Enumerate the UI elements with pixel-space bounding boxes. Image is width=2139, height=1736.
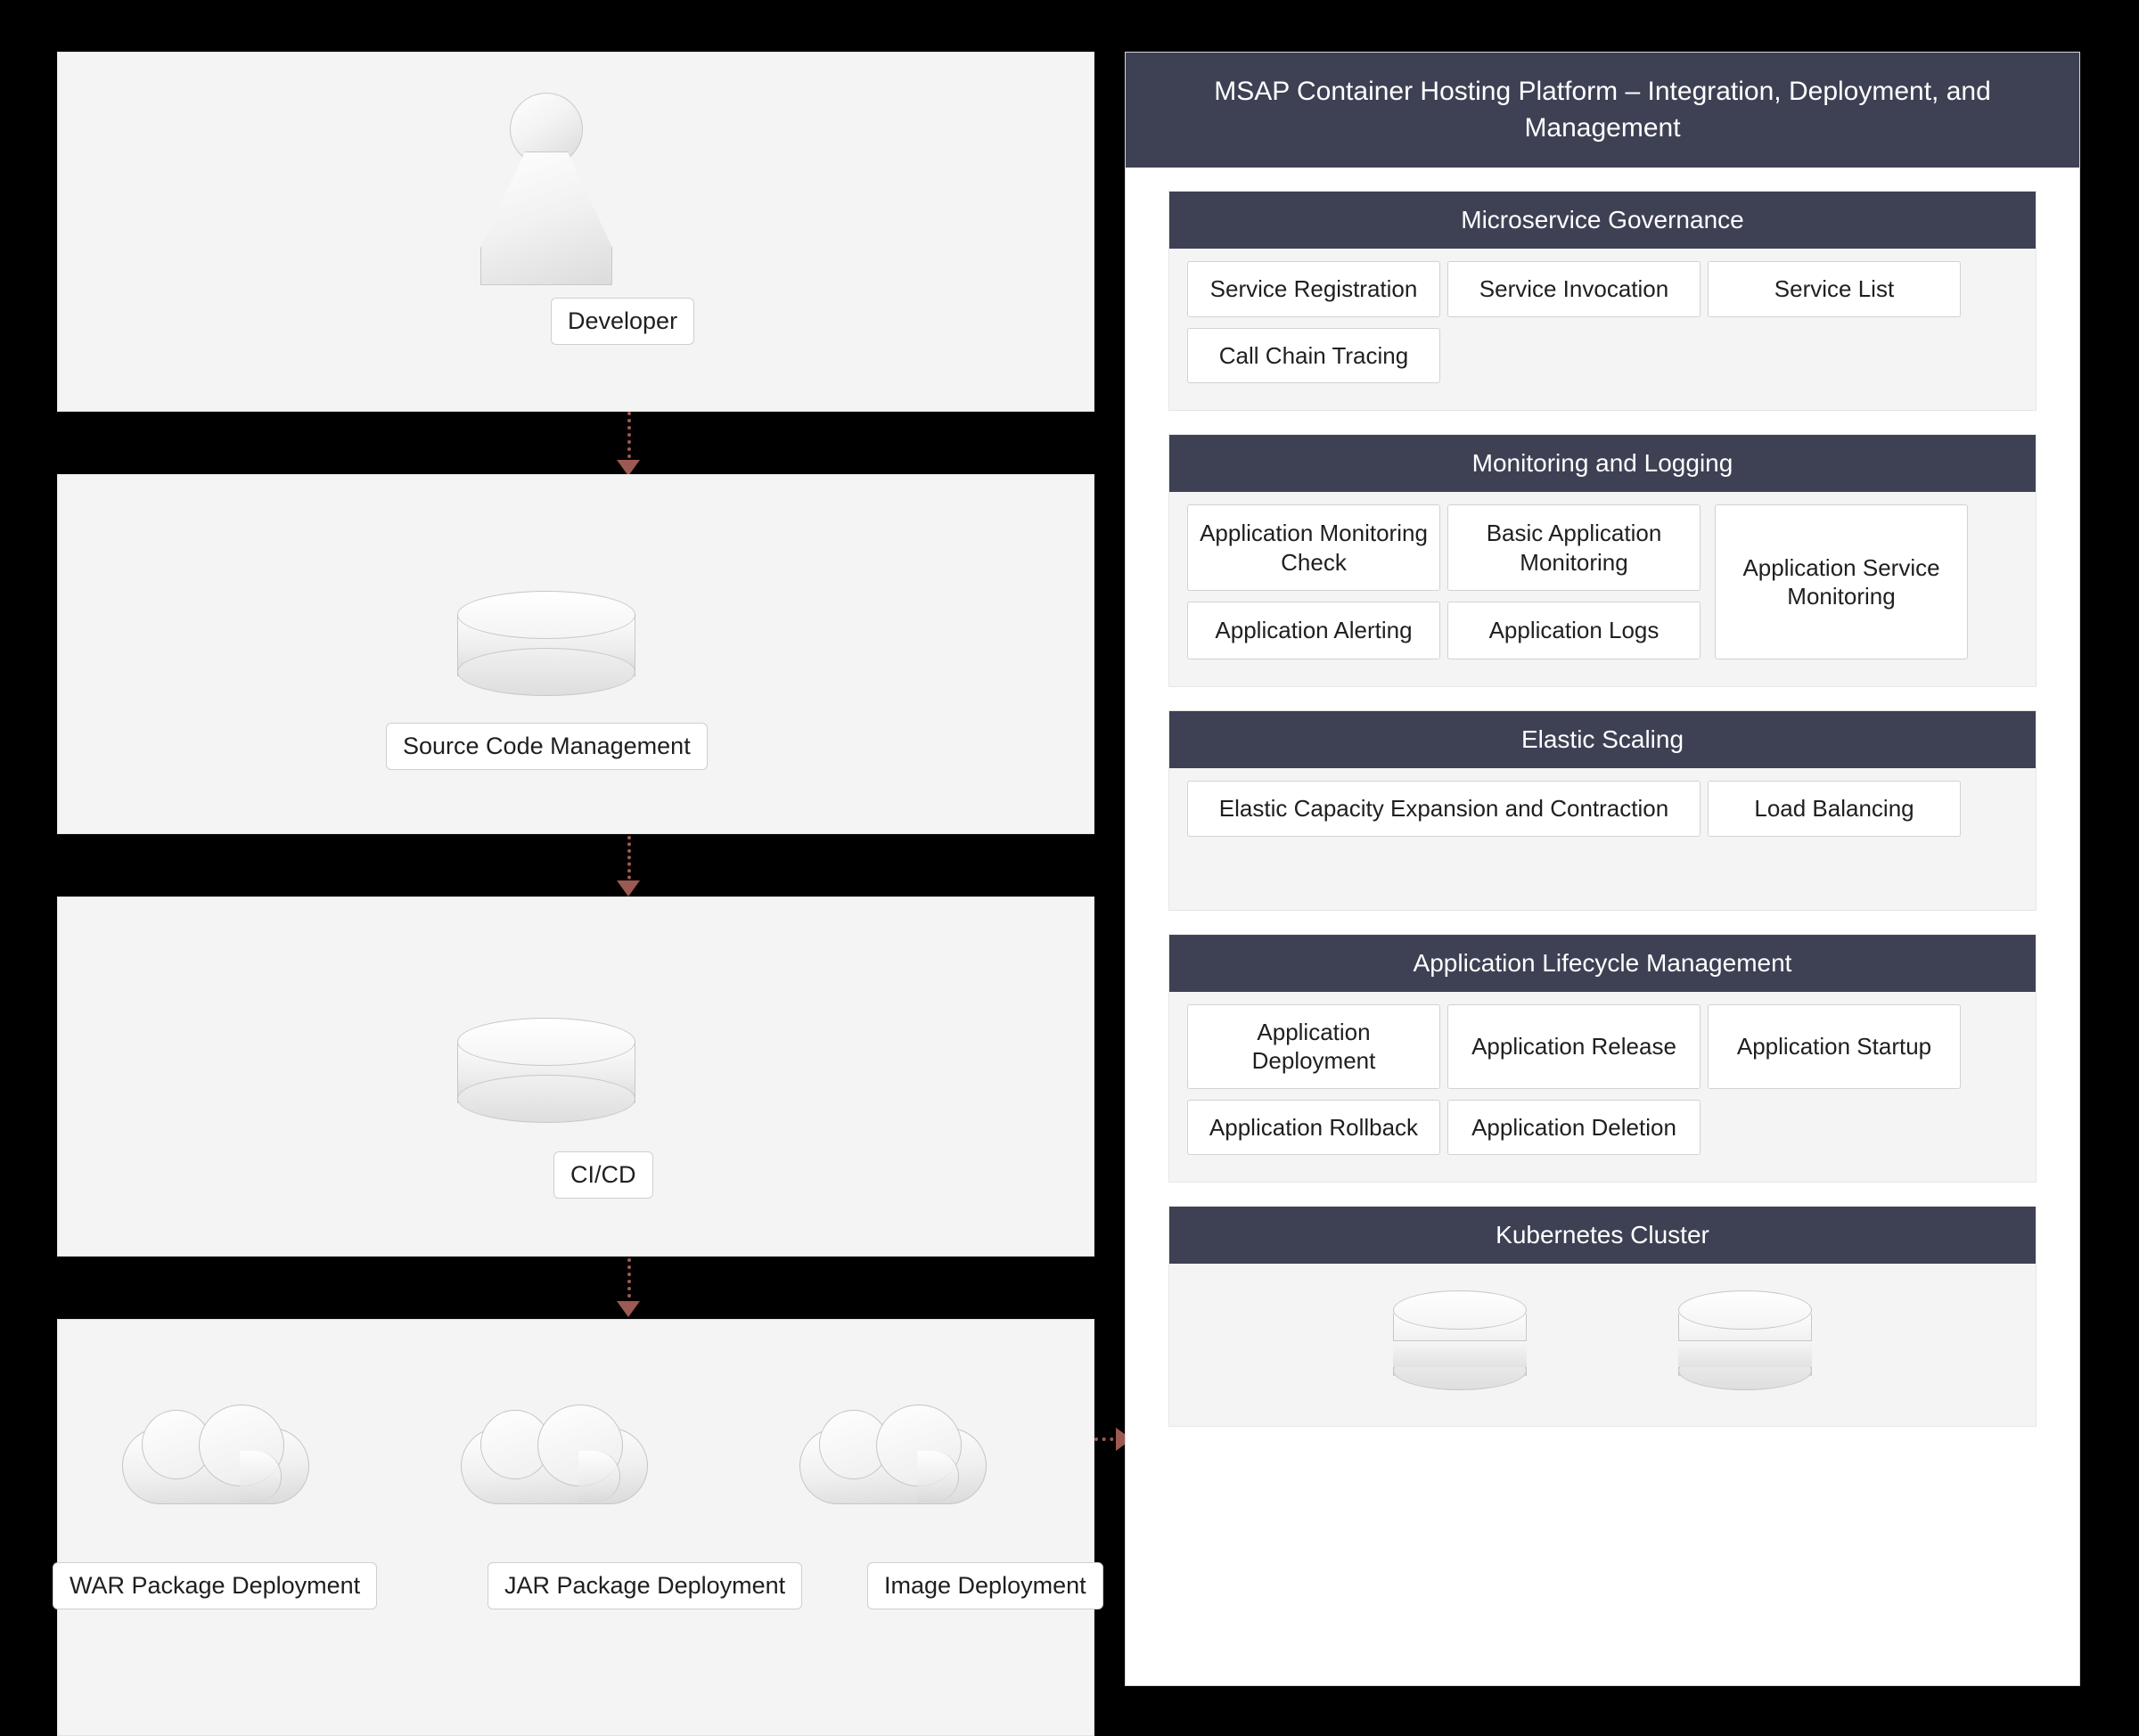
database-cylinder-icon: [457, 591, 635, 696]
developer-label: Developer: [551, 298, 694, 345]
page-title: MSAP Container Hosting Platform – Integration, Deployment, and Management: [1126, 53, 2079, 168]
stage-developer: [57, 52, 1094, 412]
stage-deployment: [57, 1319, 1094, 1736]
person-body-icon: [480, 151, 612, 285]
group-application-lifecycle-management: [1168, 934, 2037, 1183]
cloud-icon: [799, 1404, 987, 1520]
scm-to-cicd-arrow-head: [617, 880, 640, 897]
cylinder-top: [457, 1018, 635, 1066]
item-application-rollback[interactable]: Application Rollback: [1187, 1100, 1440, 1156]
group-item-list: [1169, 992, 2036, 1183]
cylinder-divider: [1678, 1340, 1812, 1367]
cylinder-bottom: [457, 1075, 635, 1123]
item-service-registration[interactable]: Service Registration: [1187, 261, 1440, 317]
msap-platform-panel: [1125, 52, 2080, 1686]
item-application-deletion[interactable]: Application Deletion: [1447, 1100, 1701, 1156]
cicd-to-deploy-arrow-head: [617, 1301, 640, 1317]
kubernetes-node-icon: [1678, 1290, 1812, 1396]
cylinder-divider: [1393, 1340, 1527, 1367]
group-title: Application Lifecycle Management: [1169, 935, 2036, 992]
group-kubernetes-cluster: [1168, 1206, 2037, 1427]
group-title: Monitoring and Logging: [1169, 435, 2036, 492]
stage-source-code-management: [57, 474, 1094, 834]
item-application-alerting[interactable]: Application Alerting: [1187, 602, 1440, 659]
person-icon: [479, 93, 613, 284]
cloud-icon: [461, 1404, 648, 1520]
item-application-logs[interactable]: Application Logs: [1447, 602, 1701, 659]
item-service-invocation[interactable]: Service Invocation: [1447, 261, 1701, 317]
kubernetes-node-icon: [1393, 1290, 1527, 1396]
item-basic-application-monitoring[interactable]: Basic Application Monitoring: [1447, 504, 1701, 591]
stage-ci-cd: [57, 897, 1094, 1257]
monitoring-row: [1187, 602, 1708, 670]
item-application-monitoring-check[interactable]: Application Monitoring Check: [1187, 504, 1440, 591]
group-title: Elastic Scaling: [1169, 711, 2036, 768]
cylinder-top: [1678, 1290, 1812, 1330]
group-title: Microservice Governance: [1169, 192, 2036, 249]
platform-groups: [1126, 168, 2079, 1462]
commit-code-arrow-line: [627, 412, 635, 465]
item-application-startup[interactable]: Application Startup: [1708, 1004, 1961, 1089]
cylinder-bottom: [457, 648, 635, 696]
item-call-chain-tracing[interactable]: Call Chain Tracing: [1187, 328, 1440, 384]
cylinder-top: [1393, 1290, 1527, 1330]
image-deployment-label: Image Deployment: [867, 1562, 1103, 1609]
item-application-release[interactable]: Application Release: [1447, 1004, 1701, 1089]
item-load-balancing[interactable]: Load Balancing: [1708, 781, 1961, 837]
item-application-service-monitoring[interactable]: Application Service Monitoring: [1715, 504, 1968, 659]
group-item-list: [1169, 492, 2036, 686]
scm-to-cicd-arrow-line: [627, 836, 635, 886]
monitoring-row: [1187, 504, 1708, 602]
group-monitoring-and-logging: [1168, 434, 2037, 687]
monitoring-left-column: [1187, 504, 1708, 670]
cicd-to-deploy-arrow-line: [627, 1258, 635, 1305]
cylinder-top: [457, 591, 635, 639]
database-cylinder-icon: [457, 1018, 635, 1123]
group-elastic-scaling: [1168, 710, 2037, 911]
jar-package-deployment-label: JAR Package Deployment: [488, 1562, 802, 1609]
pipeline-flow-column: [57, 52, 1094, 1691]
item-application-deployment[interactable]: Application Deployment: [1187, 1004, 1440, 1089]
group-item-list: [1169, 768, 2036, 910]
kubernetes-nodes: [1169, 1264, 2036, 1426]
war-package-deployment-label: WAR Package Deployment: [53, 1562, 377, 1609]
item-elastic-capacity-expansion-and-contraction[interactable]: Elastic Capacity Expansion and Contraction: [1187, 781, 1701, 837]
ci-cd-label: CI/CD: [553, 1151, 653, 1199]
item-service-list[interactable]: Service List: [1708, 261, 1961, 317]
source-code-management-label: Source Code Management: [386, 723, 708, 770]
group-item-list: [1169, 249, 2036, 410]
group-microservice-governance: [1168, 191, 2037, 411]
cloud-icon: [122, 1404, 309, 1520]
group-title: Kubernetes Cluster: [1169, 1207, 2036, 1264]
